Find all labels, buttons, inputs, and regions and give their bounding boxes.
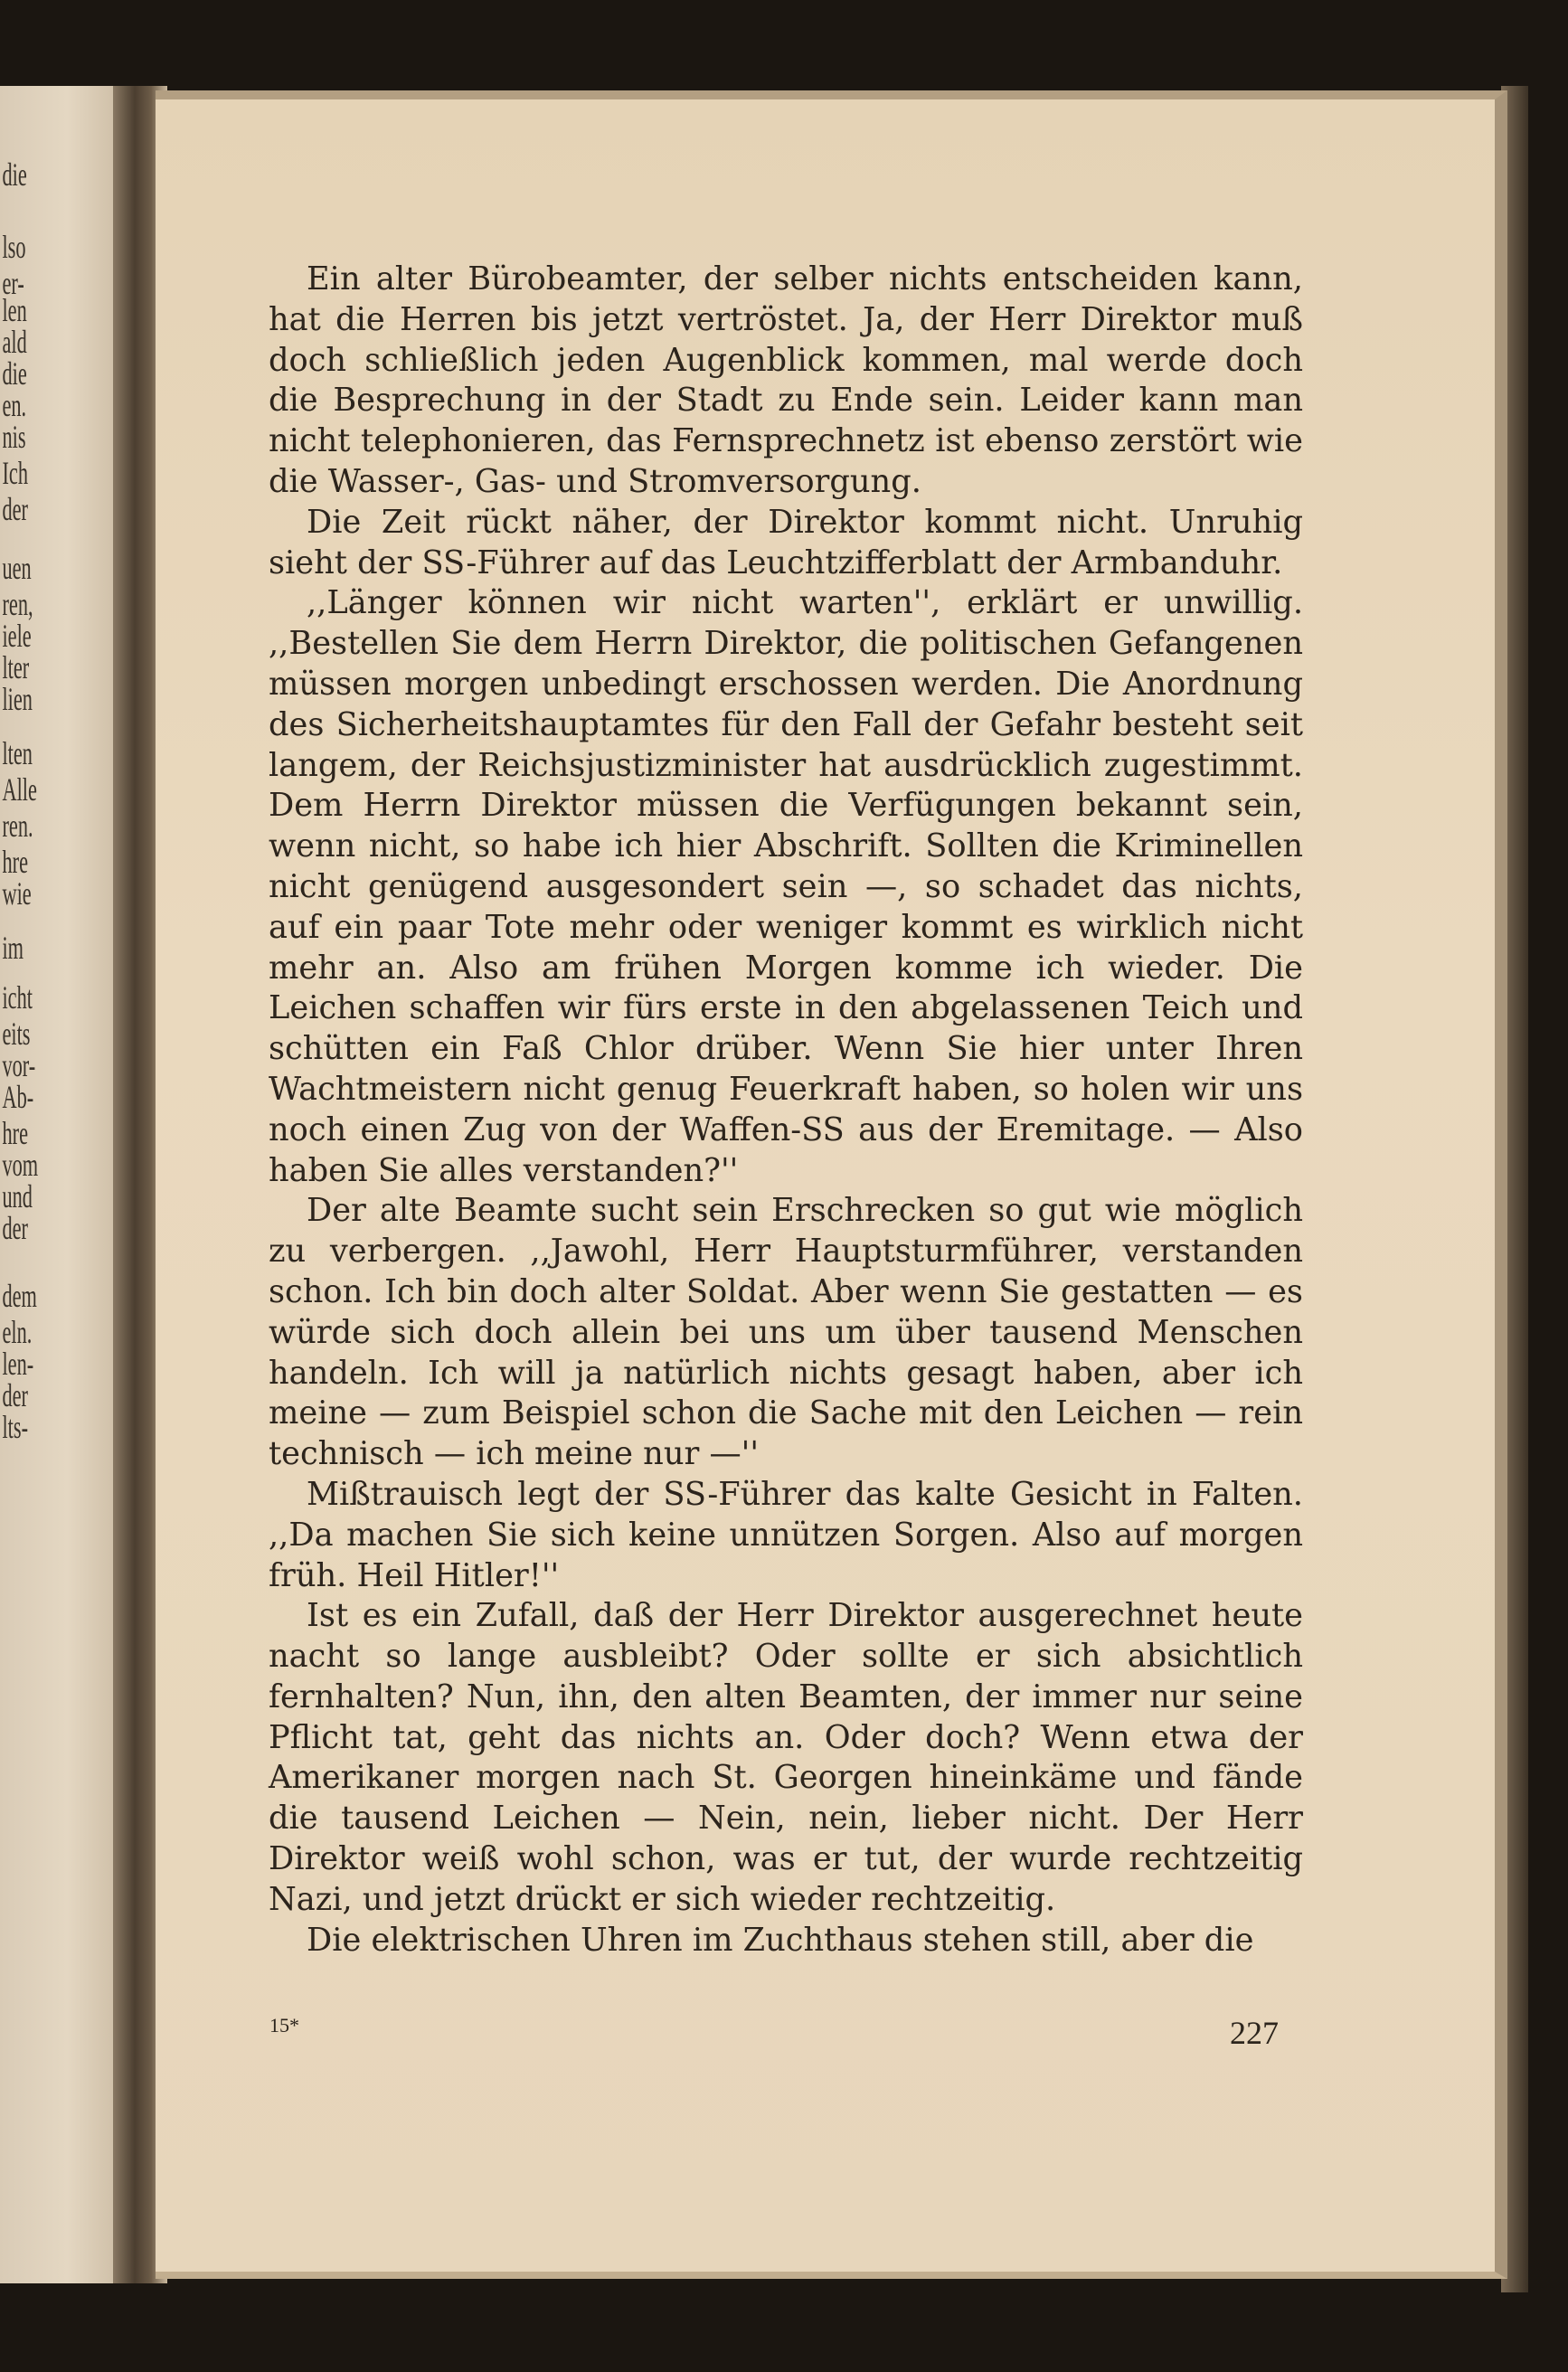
left-margin-word: lso <box>2 229 26 265</box>
left-margin-word: en. <box>2 387 27 423</box>
left-margin-word: iele <box>2 618 32 654</box>
left-margin-word: er- <box>2 265 24 301</box>
left-margin-word: im <box>2 930 24 966</box>
left-margin-word: und <box>2 1178 33 1214</box>
left-margin-word: eits <box>2 1016 31 1052</box>
left-margin-word: icht <box>2 979 33 1016</box>
left-margin-word: hre <box>2 1115 28 1151</box>
left-margin-word: ren. <box>2 808 33 844</box>
left-margin-word: uen <box>2 550 32 586</box>
left-margin-word: nis <box>2 419 26 455</box>
left-margin-word: lter <box>2 649 30 685</box>
page-number: 227 <box>1230 2015 1279 2051</box>
left-margin-word: ren, <box>2 586 33 622</box>
left-margin-word: lten <box>2 735 33 771</box>
left-margin-word: Ab- <box>2 1079 34 1115</box>
paragraph: Die elektrischen Uhren im Zuchthaus stehen still, aber die <box>307 1921 1254 1959</box>
left-margin-word: der <box>2 1377 28 1413</box>
left-margin-word: die <box>2 156 27 193</box>
paragraph: Ist es ein Zufall, daß der Herr Direktor ausgerechnet heute nacht so lange ausbleibt? Oder sollte er sich absichtlich fernhalten? Nun, ihn, den alten Beamten, der immer nur seine Pflicht tat, geht das nichts an. Oder doch? Wenn etwa der Amerikaner morgen nach St. Georgen hineinkäme und fände die tausend Leichen — Nein, nein, lieber nicht. Der Herr Direktor weiß wohl schon, was er tut, der wurde rechtzeitig Nazi, und jetzt drückt er sich wieder rechtzeitig. <box>269 1597 1303 1918</box>
left-margin-word: der <box>2 1210 28 1246</box>
signature-mark: 15* <box>269 2014 299 2037</box>
left-margin-word: Alle <box>2 771 37 808</box>
paragraph: Ein alter Bürobeamter, der selber nichts entscheiden kann, hat die Herren bis jetzt vertröstet. Ja, der Herr Direktor muß doch schließlich jeden Augenblick kommen, mal werde doch die Besprechung in der Stadt zu Ende sein. Leider kann man nicht telephonieren, das Fernsprechnetz ist ebenso zerstört wie die Wasser-, Gas- und Stromversorgung. <box>269 260 1303 500</box>
left-margin-word: len- <box>2 1346 34 1382</box>
left-margin-word: vor- <box>2 1047 36 1083</box>
page-text <box>269 260 1303 1961</box>
paragraph: Der alte Beamte sucht sein Erschrecken so gut wie möglich zu verbergen. ,,Jawohl, Herr Hauptsturmführer, verstanden schon. Ich bin doch alter Soldat. Aber wenn Sie gestatten — es würde sich doch allein bei uns um über tausend Menschen handeln. Ich will ja natürlich nichts gesagt haben, aber ich meine — zum Beispiel schon die Sache mit den Leichen — rein technisch — ich meine nur —'' <box>269 1192 1303 1473</box>
left-margin-word: lien <box>2 681 33 717</box>
left-margin-word: vom <box>2 1147 39 1183</box>
left-margin-word: len <box>2 292 27 328</box>
left-margin-word: lts- <box>2 1409 29 1445</box>
left-margin-word: die <box>2 355 27 392</box>
paragraph: Die Zeit rückt näher, der Direktor kommt nicht. Unruhig sieht der SS-Führer auf das Leuchtzifferblatt der Armbanduhr. <box>269 503 1303 581</box>
left-page <box>0 86 122 2283</box>
left-margin-word: dem <box>2 1278 37 1314</box>
left-margin-word: ald <box>2 324 27 360</box>
left-margin-word: der <box>2 491 28 527</box>
paragraph: Mißtrauisch legt der SS-Führer das kalte Gesicht in Falten. ,,Da machen Sie sich keine unnützen Sorgen. Also auf morgen früh. Heil Hitler!'' <box>269 1475 1303 1594</box>
left-margin-word: eln. <box>2 1314 33 1350</box>
paragraph: ,,Länger können wir nicht warten'', erklärt er unwillig. ,,Bestellen Sie dem Herrn Direktor, die politischen Gefangenen müssen morgen unbedingt erschossen werden. Die Anordnung des Sicherheitshauptamtes für den Fall der Gefahr besteht seit langem, der Reichsjustizminister hat ausdrücklich zugestimmt. Dem Herrn Direktor müssen die Verfügungen bekannt sein, wenn nicht, so habe ich hier Abschrift. Sollten die Kriminellen nicht genügend ausgesondert sein —, so schadet das nichts, auf ein paar Tote mehr oder weniger kommt es wirklich nicht mehr an. Also am frühen Morgen komme ich wieder. Die Leichen schaffen wir fürs erste in den abgelassenen Teich und schütten ein Faß Chlor drüber. Wenn Sie hier unter Ihren Wachtmeistern nicht genug Feuerkraft haben, so holen wir uns noch einen Zug von der Waffen-SS aus der Eremitage. — Also haben Sie alles verstanden?'' <box>269 584 1303 1189</box>
left-margin-word: hre <box>2 844 28 880</box>
left-margin-word: wie <box>2 875 32 912</box>
left-margin-word: Ich <box>2 455 28 491</box>
